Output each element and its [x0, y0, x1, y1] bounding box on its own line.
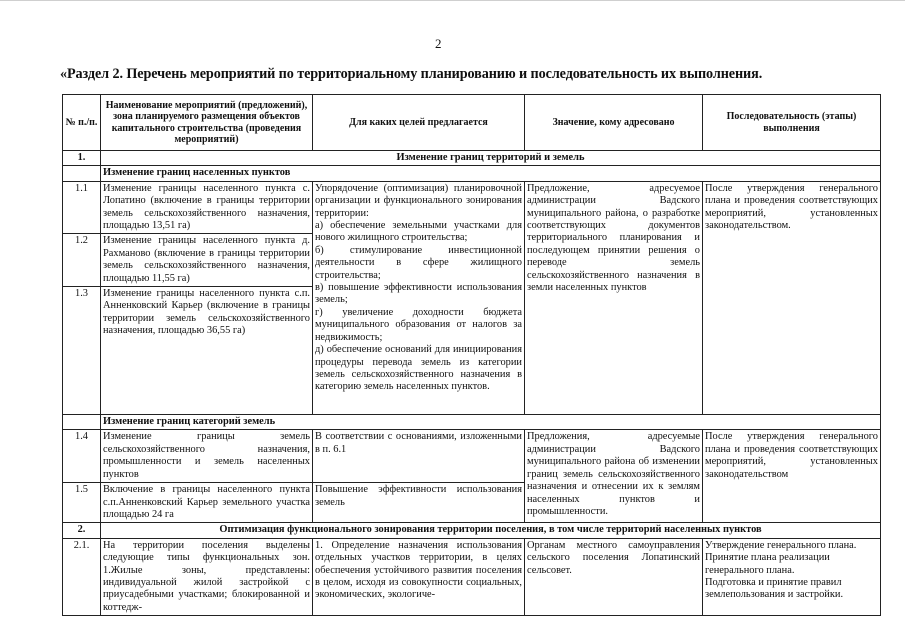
- row-meaning: Предложение, адресуемое администрации Вадского муниципального района, о разработке соответствующих документов территориального планирования и последующем принятии решения о переводе земель сельскохозяйственного назначения в земли населенных пунктов: [525, 181, 703, 414]
- header-num: № п./п.: [63, 95, 101, 151]
- goals-intro: Упорядочение (оптимизация) планировочной организации и функционального зонирования территории:: [315, 182, 522, 219]
- sequence-item: Подготовка и принятие правил землепользования и застройки.: [705, 576, 844, 601]
- row-num: 1.4: [63, 430, 101, 483]
- header-sequence: Последовательность (этапы) выполнения: [703, 95, 881, 151]
- subsection-row: [63, 166, 881, 181]
- row-sequence: После утверждения генерального плана и проведения соответствующих мероприятий, установленных законодательством.: [703, 181, 881, 414]
- row-num: 2.1.: [63, 538, 101, 615]
- section-row: [63, 523, 881, 538]
- row-sequence: После утверждения генерального плана и проведения соответствующих мероприятий, установленных законодательством: [703, 430, 881, 523]
- header-meaning: Значение, кому адресовано: [525, 95, 703, 151]
- header-goals: Для каких целей предлагается: [313, 95, 525, 151]
- page-title: «Раздел 2. Перечень мероприятий по территориальному планированию и последовательность их выполнения.: [60, 66, 763, 82]
- section-num: 2.: [63, 523, 101, 538]
- row-name: Изменение границы населенного пункта с. Лопатино (включение в границы территории земель сельскохозяйственного назначения, площадью 13,51 га): [101, 181, 313, 234]
- section-title: Изменение границ территорий и земель: [101, 151, 881, 166]
- row-num: 1.5: [63, 483, 101, 523]
- row-meaning: Органам местного самоуправления сельского поселения Лопатинский сельсовет.: [525, 538, 703, 615]
- row-num: 1.2: [63, 234, 101, 287]
- section-title: Оптимизация функционального зонирования территории поселения, в том числе территорий населенных пунктов: [101, 523, 881, 538]
- section-num: 1.: [63, 151, 101, 166]
- row-goals: В соответствии с основаниями, изложенными в п. 6.1: [313, 430, 525, 483]
- row-goals: [313, 181, 525, 414]
- goals-item: б) стимулирование инвестиционной деятельности в сфере жилищного строительства;: [315, 244, 522, 281]
- subsection-title: Изменение границ населенных пунктов: [101, 166, 881, 181]
- row-goals: 1. Определение назначения использования отдельных участков территории, в целях обеспечения устойчивого развития поселения в целом, исходя из совокупности социальных, экономических, экологиче-: [313, 538, 525, 615]
- goals-item: а) обеспечение земельными участками для нового жилищного строительства;: [315, 220, 522, 244]
- row-sequence: [703, 538, 881, 615]
- row-name: Включение в границы населенного пункта с.п.Анненковский Карьер земельного участка площадью 24 га: [101, 483, 313, 523]
- row-name: На территории поселения выделены следующие типы функциональных зон. 1.Жилые зоны, представлены: индивидуальной жилой застройкой с приусадебными участками; блокированной и коттедж-: [101, 538, 313, 615]
- subsection-row: [63, 415, 881, 430]
- section-row: [63, 151, 881, 166]
- table-row: [63, 181, 881, 234]
- goals-item: г) увеличение доходности бюджета муниципального образования от налогов за недвижимость;: [315, 306, 522, 343]
- row-name: Изменение границы населенного пункта д. Рахманово (включение в границы территории земель сельскохозяйственного назначения, площадью 11,55 га): [101, 234, 313, 287]
- table-header-row: [63, 95, 881, 151]
- row-num: 1.1: [63, 181, 101, 234]
- sequence-item: Принятие плана реализации генерального плана.: [705, 552, 830, 576]
- goals-item: в) повышение эффективности использования земель;: [315, 282, 522, 306]
- row-goals: Повышение эффективности использования земель: [313, 483, 525, 523]
- measures-table: [62, 94, 881, 616]
- page-number: 2: [435, 36, 442, 51]
- row-num: 1.3: [63, 287, 101, 415]
- row-name: Изменение границы населенного пункта с.п. Анненковский Карьер (включение в границы территории земель сельскохозяйственного назначения, площадью 36,55 га): [101, 287, 313, 415]
- row-name: Изменение границы земель сельскохозяйственного назначения, промышленности и земель населенных пунктов: [101, 430, 313, 483]
- table-row: [63, 538, 881, 615]
- header-name: Наименование мероприятий (предложений), зона планируемого размещения объектов капитального строительства (проведения мероприятий): [101, 95, 313, 151]
- subsection-title: Изменение границ категорий земель: [101, 415, 881, 430]
- top-rule: [0, 0, 905, 1]
- sequence-item: Утверждение генерального плана.: [705, 539, 857, 551]
- table-row: [63, 430, 881, 483]
- goals-item: д) обеспечение оснований для инициирования процедуры перевода земель из категории земель сельскохозяйственного назначения в категорию земель населенных пунктов.: [315, 344, 522, 393]
- row-meaning: Предложения, адресуемые администрации Вадского муниципального района об изменении границ земель сельскохозяйственного назначения и отнесении их к землям населенных пунктов и промышленности.: [525, 430, 703, 523]
